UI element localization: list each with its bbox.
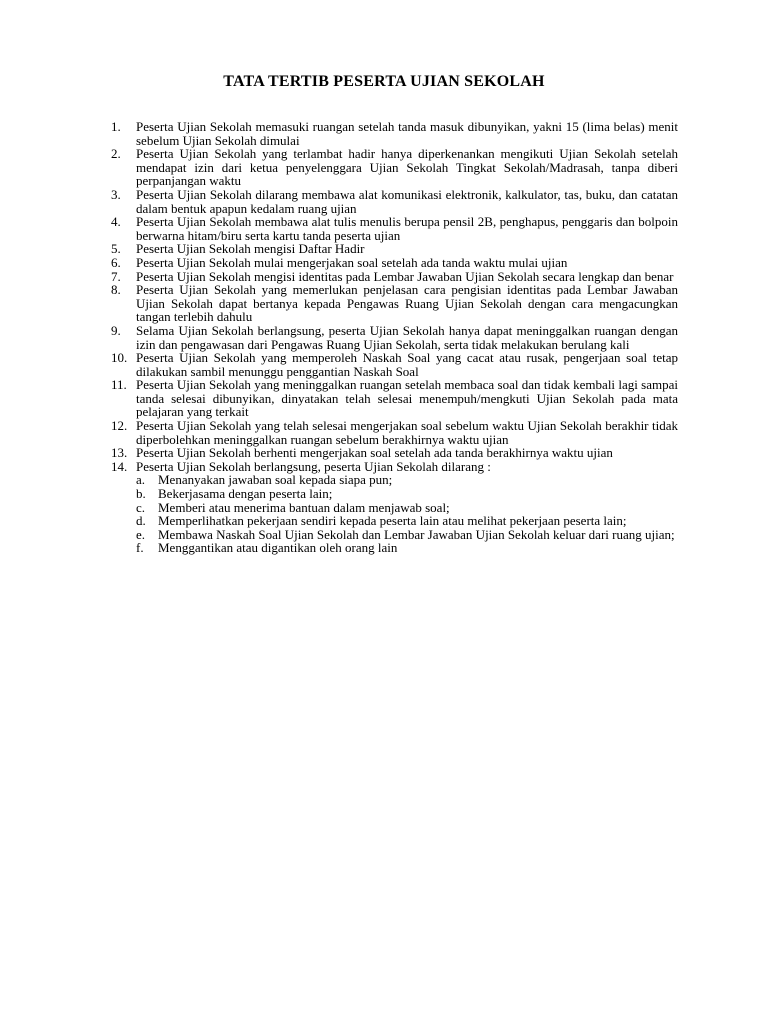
rule-item (111, 324, 678, 351)
rule-text: Peserta Ujian Sekolah membawa alat tulis menulis berupa pensil 2B, penghapus, penggaris dan bolpoin berwarna hitam/biru serta kartu tanda peserta ujian (136, 214, 678, 243)
rule-number: 13. (111, 445, 128, 461)
item-letter: d. (136, 513, 146, 529)
rule-text: Peserta Ujian Sekolah berlangsung, peserta Ujian Sekolah dilarang : (136, 458, 491, 474)
rule-item (111, 120, 678, 147)
rule-item (111, 283, 678, 324)
rule-item (111, 242, 678, 256)
rule-item (111, 378, 678, 419)
rule-text: Peserta Ujian Sekolah yang telah selesai mengerjakan soal sebelum waktu Ujian Sekolah berakhir tidak diperbolehkan meninggalkan ruangan sebelum berakhirnya waktu ujian (136, 418, 678, 447)
rule-text: Peserta Ujian Sekolah yang terlambat hadir hanya diperkenankan mengikuti Ujian Sekolah setelah mendapat izin dari ketua penyelenggara Ujian Sekolah Tingkat Sekolah/Madrasah, tanpa diberi perpanjangan waktu (136, 146, 678, 189)
prohibited-list (136, 473, 678, 555)
rule-number: 2. (111, 146, 121, 162)
prohibited-item (136, 473, 678, 487)
rule-number: 8. (111, 282, 121, 298)
item-text: Bekerjasama dengan peserta lain; (158, 486, 333, 502)
rule-number: 6. (111, 254, 121, 270)
rule-number: 12. (111, 418, 128, 434)
item-letter: e. (136, 526, 146, 542)
rule-text: Peserta Ujian Sekolah mulai mengerjakan soal setelah ada tanda waktu mulai ujian (136, 254, 568, 270)
rule-number: 4. (111, 214, 121, 230)
rule-item (111, 256, 678, 270)
rule-text: Peserta Ujian Sekolah berhenti mengerjakan soal setelah ada tanda berakhirnya waktu ujian (136, 445, 613, 461)
rule-text: Peserta Ujian Sekolah mengisi Daftar Hadir (136, 241, 365, 257)
rule-item (111, 188, 678, 215)
item-letter: c. (136, 499, 146, 515)
rule-number: 7. (111, 268, 121, 284)
prohibited-item (136, 501, 678, 515)
rule-number: 1. (111, 119, 121, 134)
rule-text: Peserta Ujian Sekolah yang memerlukan penjelasan cara pengisian identitas pada Lembar Jawaban Ujian Sekolah dapat bertanya kepada Pengawas Ruang Ujian Sekolah dengan cara mengacungkan tangan terlebih dahulu (136, 282, 678, 325)
item-text: Memperlihatkan pekerjaan sendiri kepada peserta lain atau melihat pekerjaan peserta lain; (158, 513, 627, 529)
rule-item (111, 419, 678, 446)
item-text: Memberi atau menerima bantuan dalam menjawab soal; (158, 499, 450, 515)
item-text: Menanyakan jawaban soal kepada siapa pun; (158, 472, 393, 488)
rule-item (111, 270, 678, 284)
rule-number: 9. (111, 322, 121, 338)
rule-item (111, 215, 678, 242)
prohibited-item (136, 514, 678, 528)
prohibited-item (136, 487, 678, 501)
prohibited-item (136, 528, 678, 542)
rule-text: Peserta Ujian Sekolah memasuki ruangan setelah tanda masuk dibunyikan, yakni 15 (lima belas) menit sebelum Ujian Sekolah dimulai (136, 119, 678, 148)
document-title: TATA TERTIB PESERTA UJIAN SEKOLAH (223, 73, 545, 90)
rule-number: 3. (111, 186, 121, 202)
rule-number: 11. (111, 377, 127, 393)
item-text: Membawa Naskah Soal Ujian Sekolah dan Lembar Jawaban Ujian Sekolah keluar dari ruang ujian; (158, 526, 675, 542)
rule-text: Selama Ujian Sekolah berlangsung, peserta Ujian Sekolah hanya dapat meninggalkan ruangan dengan izin dan pengawasan dari Pengawas Ruang Ujian Sekolah, serta tidak melakukan berulang kali (136, 322, 678, 352)
item-text: Menggantikan atau digantikan oleh orang lain (158, 540, 398, 556)
rule-item (111, 460, 678, 555)
item-letter: b. (136, 486, 146, 502)
prohibited-item (136, 541, 678, 555)
item-letter: a. (136, 472, 146, 488)
rule-item (111, 351, 678, 378)
rule-text: Peserta Ujian Sekolah mengisi identitas pada Lembar Jawaban Ujian Sekolah secara lengkap dan benar (136, 268, 674, 284)
rule-text: Peserta Ujian Sekolah yang memperoleh Naskah Soal yang cacat atau rusak, pengerjaan soal tetap dilakukan sambil menunggu penggantian Naskah Soal (136, 350, 678, 379)
rule-item (111, 147, 678, 188)
rule-text: Peserta Ujian Sekolah yang meninggalkan ruangan setelah membaca soal dan tidak kembali lagi sampai tanda selesai dibunyikan, dinyatakan telah selesai menempuh/mengkuti Ujian Sekolah pada mata pelajaran yang terkait (136, 377, 678, 420)
rules-list (111, 120, 678, 555)
rule-item (111, 446, 678, 460)
rule-number: 10. (111, 350, 128, 366)
rule-number: 5. (111, 241, 121, 257)
rule-text: Peserta Ujian Sekolah dilarang membawa alat komunikasi elektronik, kalkulator, tas, buku, dan catatan dalam bentuk apapun kedalam ruang ujian (136, 186, 678, 216)
rule-number: 14. (111, 458, 128, 474)
item-letter: f. (136, 540, 144, 556)
